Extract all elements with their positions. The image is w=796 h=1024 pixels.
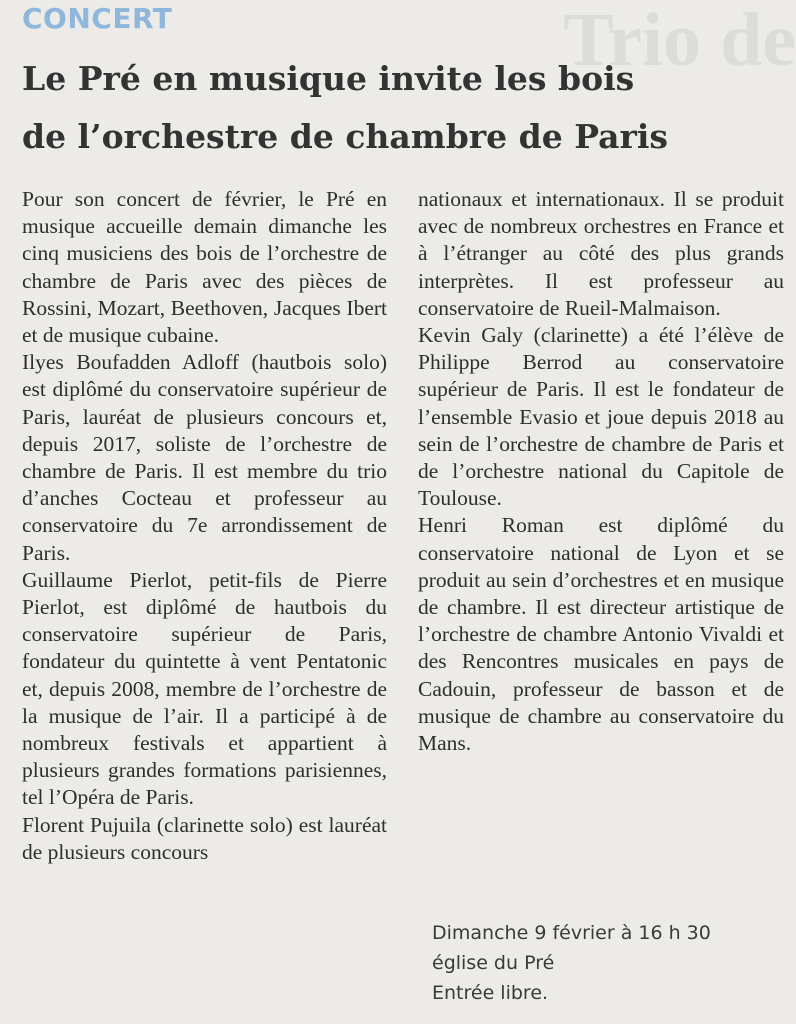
article-column-2	[418, 186, 784, 757]
headline-line-2: de l’orchestre de chambre de Paris	[22, 117, 669, 156]
event-entry: Entrée libre.	[432, 982, 549, 1004]
headline-line-1: Le Pré en musique invite les bois	[22, 59, 635, 98]
article-headline	[22, 50, 782, 166]
paragraph-intro: Pour son concert de février, le Pré en musique accueille demain dimanche les cinq musiciens des bois de l’orchestre de chambre de Paris avec des pièces de Rossini, Mozart, Beethoven, Jacques Ibert et de musique cubaine.	[22, 187, 387, 348]
paragraph-roman: Henri Roman est diplômé du conservatoire national de Lyon et se produit au sein d’orchestres et en musique de chambre. Il est directeur artistique de l’orchestre de chambre Antonio Vivaldi et des Rencontres musicales en pays de Cadouin, professeur de basson et de musique de chambre au conservatoire du Mans.	[418, 513, 784, 756]
paragraph-boufadden: Ilyes Boufadden Adloff (hautbois solo) est diplômé du conservatoire supérieur de Paris, lauréat de plusieurs concours et, depuis 2017, soliste de l’orchestre de chambre de Paris. Il est membre du trio d’anches Cocteau et professeur au conservatoire du 7e arrondissement de Paris.	[22, 350, 387, 565]
paragraph-pujuila-end: nationaux et internationaux. Il se produit avec de nombreux orchestres en France et à l’étranger au côté des plus grands interprètes. Il est professeur au conservatoire de Rueil-Malmaison.	[418, 187, 784, 320]
paragraph-pierlot: Guillaume Pierlot, petit-fils de Pierre Pierlot, est diplômé de hautbois du conservatoire supérieur de Paris, fondateur du quintette à vent Pentatonic et, depuis 2008, membre de l’orchestre de la musique de l’air. Il a participé à de nombreux festivals et appartient à plusieurs grandes formations parisiennes, tel l’Opéra de Paris.	[22, 567, 387, 810]
event-place: église du Pré	[432, 952, 555, 974]
paragraph-galy: Kevin Galy (clarinette) a été l’élève de Philippe Berrod au conservatoire supérieur de Paris. Il est le fondateur de l’ensemble Evasio et joue depuis 2018 au sein de l’orchestre de chambre de Paris et de l’orchestre national du Capitole de Toulouse.	[418, 323, 784, 511]
event-date: Dimanche 9 février à 16 h 30	[432, 922, 711, 944]
background-bleed-text: Trio de	[563, 0, 796, 80]
section-rubric: CONCERT	[22, 2, 173, 35]
article-column-1	[22, 186, 387, 866]
event-info-box	[432, 918, 711, 1008]
paragraph-pujuila-start: Florent Pujuila (clarinette solo) est lauréat de plusieurs concours	[22, 812, 387, 864]
